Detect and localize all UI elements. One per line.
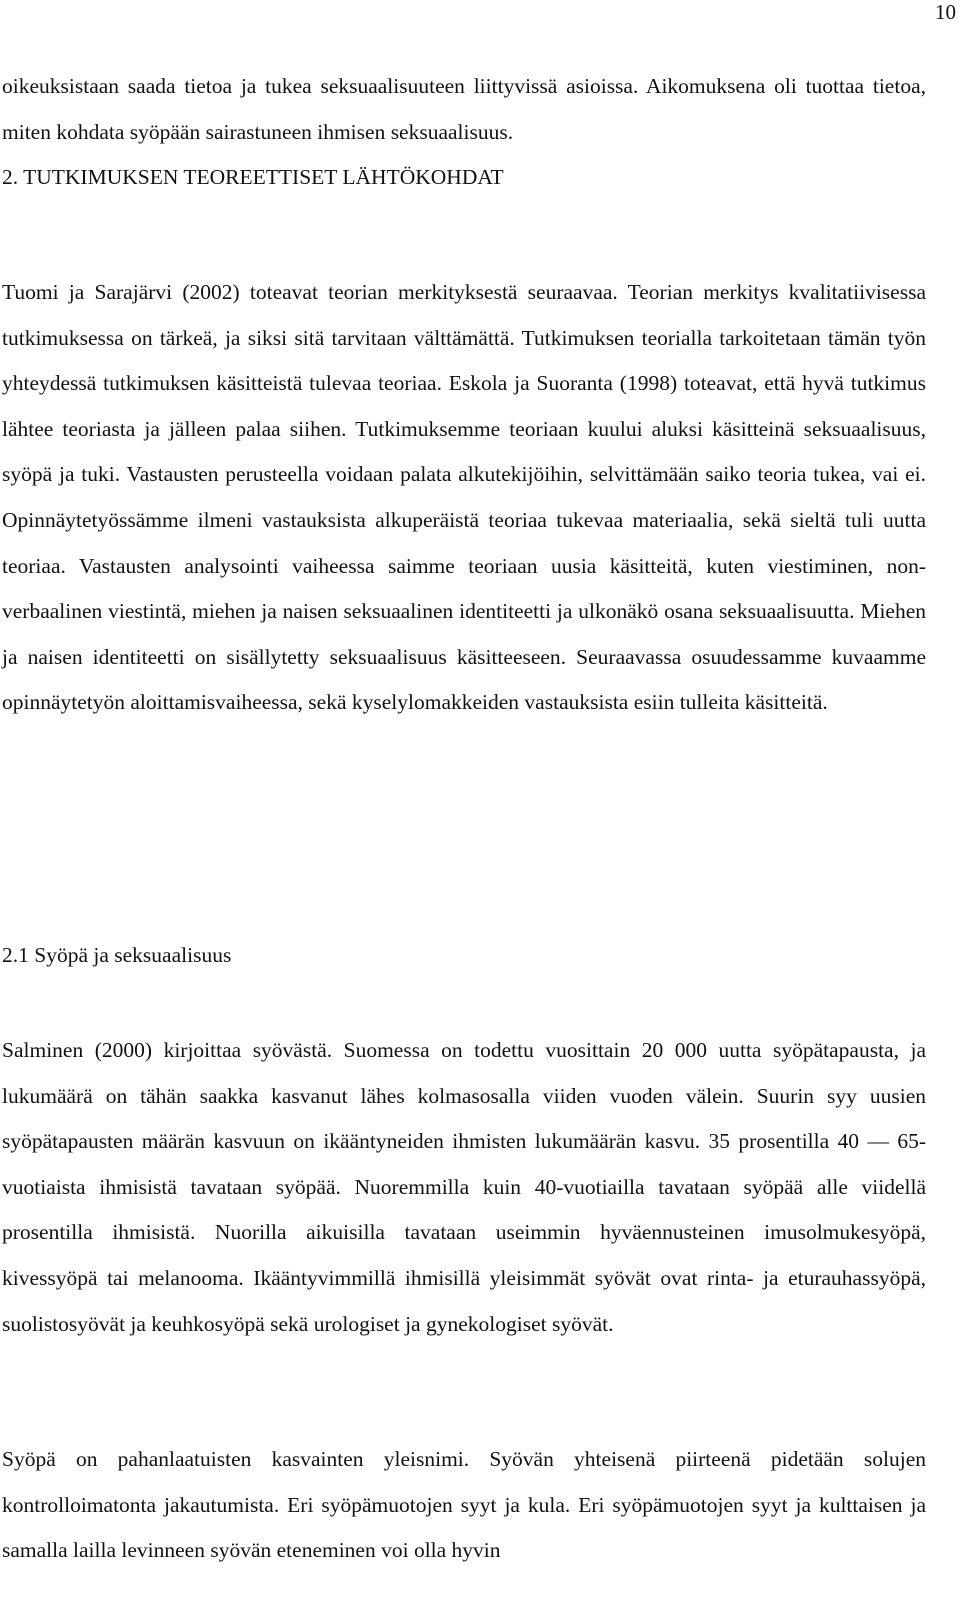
subsection-heading: 2.1 Syöpä ja seksuaalisuus — [2, 943, 232, 967]
cancer-definition-paragraph: Syöpä on pahanlaatuisten kasvainten yleisnimi. Syövän yhteisenä piirteenä pidetään solujen kontrolloimatonta jakautumista. Eri syöpämuotojen syyt ja kula. Eri syöpämuotojen syyt ja kulttaisen ja samalla lailla levinneen syövän eteneminen voi olla hyvin — [2, 1447, 926, 1563]
intro-paragraph: oikeuksistaan saada tietoa ja tukea seksuaalisuuteen liittyvissä asioissa. Aikomuksena oli tuottaa tietoa, miten kohdata syöpään sairastuneen ihmisen seksuaalisuus. — [2, 74, 926, 144]
section-heading: 2. TUTKIMUKSEN TEOREETTISET LÄHTÖKOHDAT — [2, 165, 504, 189]
page-number: 10 — [935, 0, 956, 24]
theory-paragraph: Tuomi ja Sarajärvi (2002) toteavat teorian merkityksestä seuraavaa. Teorian merkitys kvalitatiivisessa tutkimuksessa on tärkeä, ja siksi sitä tarvitaan välttämättä. Tutkimuksen teorialla tarkoitetaan tämän työn yhteydessä tutkimuksen käsitteistä tulevaa teoriaa. Eskola ja Suoranta (1998) toteavat, että hyvä tutkimus lähtee teoriasta ja jälleen palaa siihen. Tutkimuksemme teoriaan kuului aluksi käsitteinä seksuaalisuus, syöpä ja tuki. Vastausten perusteella voidaan palata alkutekijöihin, selvittämään saiko teoria tukea, vai ei. Opinnäytetyössämme ilmeni vastauksista alkuperäistä teoriaa tukevaa materiaalia, sekä sieltä tuli uutta teoriaa. Vastausten analysointi vaiheessa saimme teoriaan uusia käsitteitä, kuten viestiminen, non-verbaalinen viestintä, miehen ja naisen seksuaalinen identiteetti ja ulkonäkö osana seksuaalisuutta. Miehen ja naisen identiteetti on sisällytetty seksuaalisuus käsitteeseen. Seuraavassa osuudessamme kuvaamme opinnäytetyön aloittamisvaiheessa, sekä kyselylomakkeiden vastauksista esiin tulleita käsitteitä. — [2, 280, 926, 715]
cancer-statistics-paragraph: Salminen (2000) kirjoittaa syövästä. Suomessa on todettu vuosittain 20 000 uutta syöpätapausta, ja lukumäärä on tähän saakka kasvanut lähes kolmasosalla viiden vuoden välein. Suurin syy uusien syöpätapausten määrän kasvuun on ikääntyneiden ihmisten lukumäärän kasvu. 35 prosentilla 40 — 65-vuotiaista ihmisistä tavataan syöpää. Nuoremmilla kuin 40-vuotiailla tavataan syöpää alle viidellä prosentilla ihmisistä. Nuorilla aikuisilla tavataan useimmin hyväennusteinen imusolmukesyöpä, kivessyöpä tai melanooma. Ikääntyvimmillä ihmisillä yleisimmät syövät ovat rinta- ja eturauhassyöpä, suolistosyövät ja keuhkosyöpä sekä urologiset ja gynekologiset syövät. — [2, 1038, 926, 1336]
